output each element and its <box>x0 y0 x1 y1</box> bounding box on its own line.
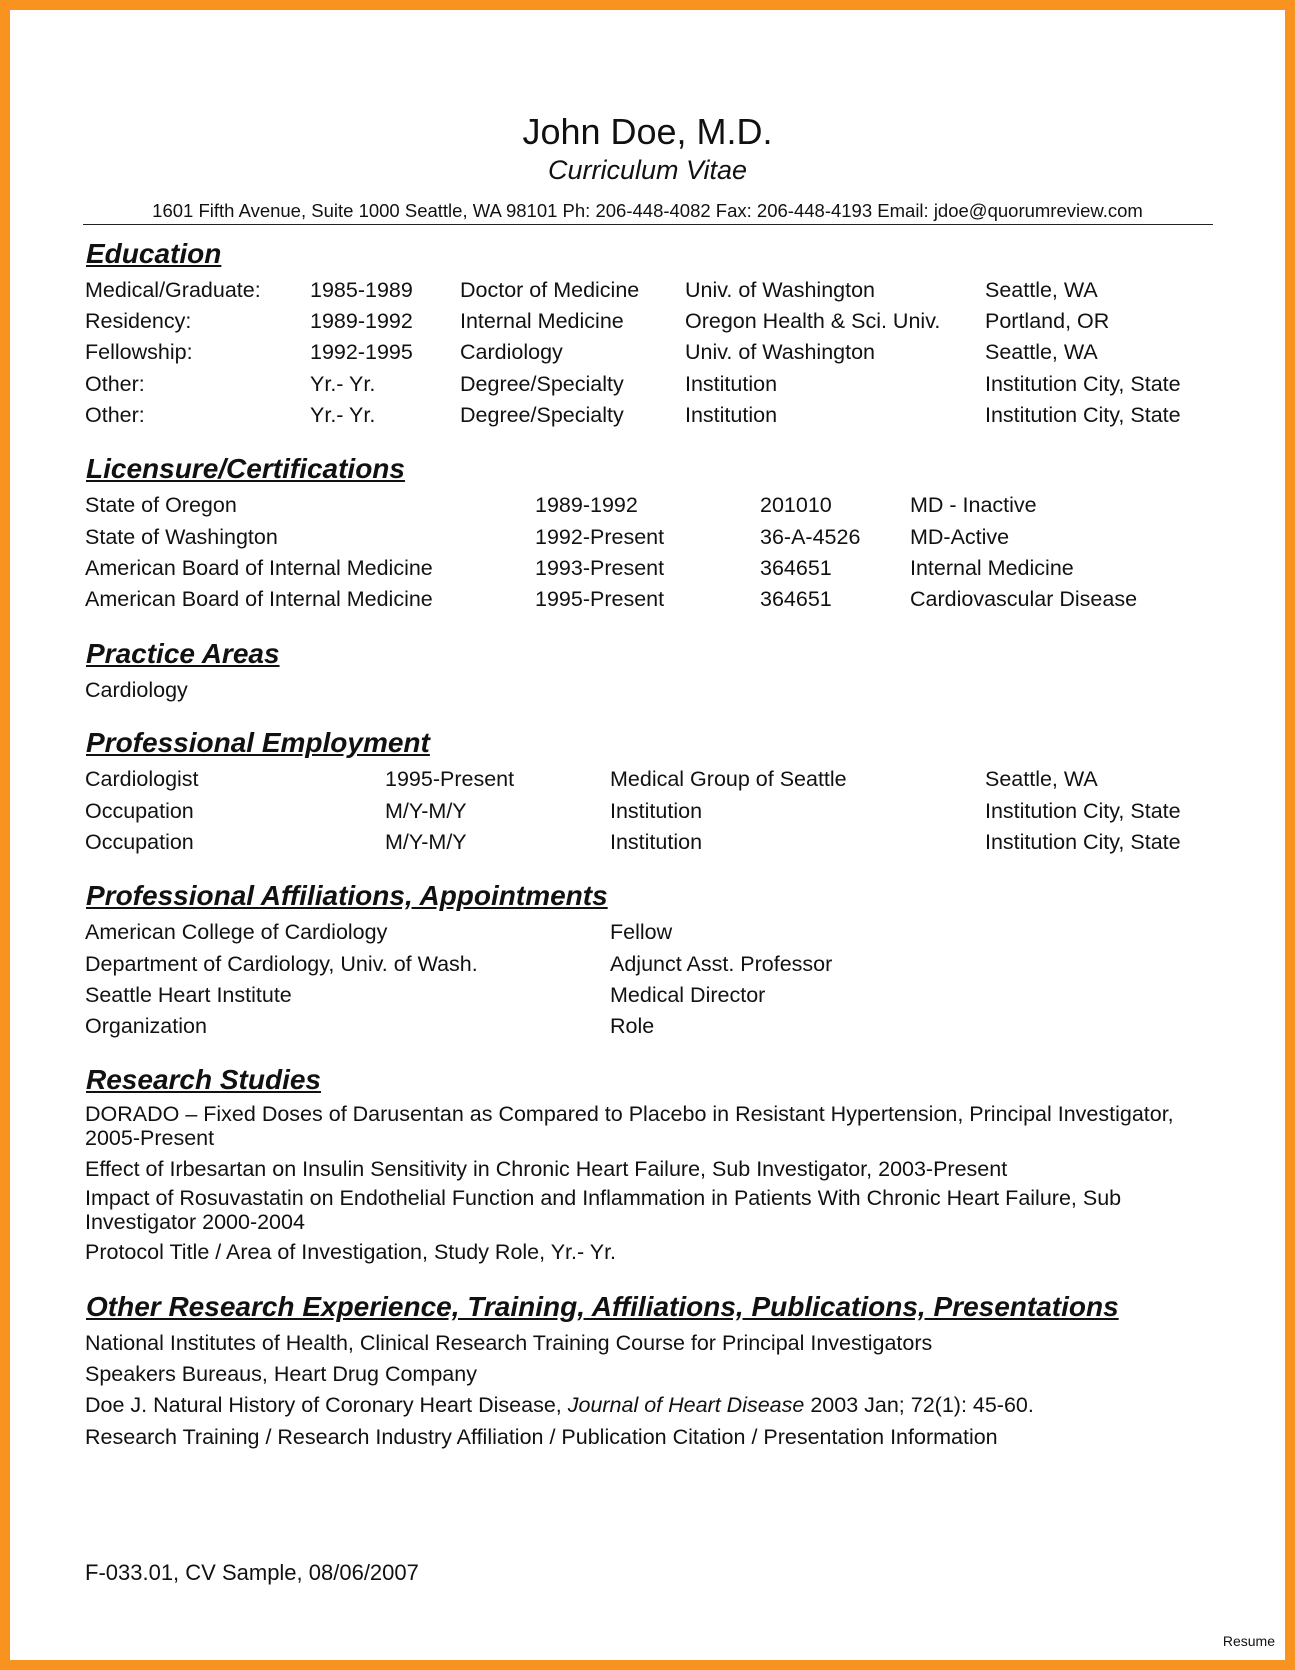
licensure-cell: MD - Inactive <box>910 493 1037 517</box>
affiliation-cell: Fellow <box>610 920 673 944</box>
employment-heading: Professional Employment <box>86 727 430 758</box>
research-item: DORADO – Fixed Doses of Darusentan as Compared to Placebo in Resistant Hypertension, Principal Investigator, 2005-Present <box>85 1102 1174 1150</box>
education-cell: Degree/Specialty <box>460 372 624 396</box>
education-cell: 1992-1995 <box>310 340 413 364</box>
education-cell: 1989-1992 <box>310 309 413 333</box>
other-item: Research Training / Research Industry Affiliation / Publication Citation / Presentation Information <box>85 1425 998 1449</box>
affiliation-cell: Adjunct Asst. Professor <box>610 952 833 976</box>
employment-cell: Institution City, State <box>985 799 1181 823</box>
education-cell: Cardiology <box>460 340 563 364</box>
licensure-cell: MD-Active <box>910 525 1010 549</box>
licensure-cell: 201010 <box>760 493 832 517</box>
education-cell: Oregon Health & Sci. Univ. <box>685 309 941 333</box>
education-cell: Degree/Specialty <box>460 403 624 427</box>
resume-label: Resume <box>1222 1633 1275 1649</box>
employment-cell: Cardiologist <box>85 767 199 791</box>
employment-cell: M/Y-M/Y <box>385 830 467 854</box>
research-item: Effect of Irbesartan on Insulin Sensitivity in Chronic Heart Failure, Sub Investigator, 2003-Present <box>85 1157 1008 1181</box>
education-cell: Institution City, State <box>985 403 1181 427</box>
citation-journal: Journal of Heart Disease <box>567 1393 805 1417</box>
publication-citation <box>85 1393 1034 1417</box>
affiliation-cell: Role <box>610 1014 655 1038</box>
education-cell: Univ. of Washington <box>685 340 876 364</box>
education-cell: Seattle, WA <box>985 278 1098 302</box>
education-cell: 1985-1989 <box>310 278 413 302</box>
employment-cell: Seattle, WA <box>985 767 1098 791</box>
employment-cell: 1995-Present <box>385 767 515 791</box>
research-item: Protocol Title / Area of Investigation, Study Role, Yr.- Yr. <box>85 1240 617 1264</box>
licensure-cell: Internal Medicine <box>910 556 1074 580</box>
research-heading: Research Studies <box>86 1064 321 1095</box>
employment-cell: Medical Group of Seattle <box>610 767 847 791</box>
education-cell: Fellowship: <box>85 340 193 364</box>
form-id: F-033.01, CV Sample, 08/06/2007 <box>85 1560 419 1585</box>
research-item: Impact of Rosuvastatin on Endothelial Function and Inflammation in Patients With Chronic Heart Failure, Sub Investigator 2000-2004 <box>85 1186 1122 1234</box>
education-cell: Seattle, WA <box>985 340 1098 364</box>
employment-cell: Institution <box>610 799 703 823</box>
licensure-heading: Licensure/Certifications <box>86 453 405 484</box>
header-divider <box>83 224 1213 225</box>
licensure-cell: American Board of Internal Medicine <box>85 556 433 580</box>
licensure-cell: 1992-Present <box>535 525 665 549</box>
employment-cell: Occupation <box>85 799 194 823</box>
licensure-cell: American Board of Internal Medicine <box>85 587 433 611</box>
education-heading: Education <box>86 238 222 269</box>
affiliations-heading: Professional Affiliations, Appointments <box>86 880 608 911</box>
licensure-cell: 1993-Present <box>535 556 665 580</box>
employment-cell: Institution City, State <box>985 830 1181 854</box>
education-cell: Institution <box>685 372 778 396</box>
other-item: National Institutes of Health, Clinical Research Training Course for Principal Investigators <box>85 1331 933 1355</box>
citation-details: 2003 Jan; 72(1): 45-60. <box>804 1393 1034 1417</box>
affiliation-cell: Seattle Heart Institute <box>85 983 292 1007</box>
licensure-cell: State of Oregon <box>85 493 237 517</box>
licensure-cell: 1995-Present <box>535 587 665 611</box>
education-cell: Medical/Graduate: <box>85 278 261 302</box>
other-item: Speakers Bureaus, Heart Drug Company <box>85 1362 477 1386</box>
licensure-cell: 36-A-4526 <box>760 525 861 549</box>
education-cell: Residency: <box>85 309 192 333</box>
licensure-cell: State of Washington <box>85 525 278 549</box>
affiliation-cell: Organization <box>85 1014 207 1038</box>
education-cell: Yr.- Yr. <box>310 372 376 396</box>
licensure-cell: 364651 <box>760 556 832 580</box>
employment-cell: Occupation <box>85 830 194 854</box>
licensure-cell: 1989-1992 <box>535 493 638 517</box>
education-cell: Institution City, State <box>985 372 1181 396</box>
citation-authors-title: Doe J. Natural History of Coronary Heart Disease, <box>85 1393 568 1417</box>
employment-cell: M/Y-M/Y <box>385 799 467 823</box>
practice-heading: Practice Areas <box>86 638 280 669</box>
education-cell: Univ. of Washington <box>685 278 876 302</box>
education-cell: Institution <box>685 403 778 427</box>
education-cell: Yr.- Yr. <box>310 403 376 427</box>
education-cell: Other: <box>85 403 145 427</box>
licensure-cell: Cardiovascular Disease <box>910 587 1138 611</box>
cv-subtitle: Curriculum Vitae <box>547 155 748 185</box>
affiliation-cell: Medical Director <box>610 983 766 1007</box>
education-cell: Portland, OR <box>985 309 1110 333</box>
education-cell: Doctor of Medicine <box>460 278 640 302</box>
other-heading: Other Research Experience, Training, Affiliations, Publications, Presentations <box>86 1291 1119 1322</box>
education-cell: Internal Medicine <box>460 309 624 333</box>
contact-line: 1601 Fifth Avenue, Suite 1000 Seattle, WA 98101 Ph: 206-448-4082 Fax: 206-448-4193 Email: jdoe@quorumreview.com <box>152 200 1143 221</box>
practice-item: Cardiology <box>85 678 188 702</box>
licensure-cell: 364651 <box>760 587 832 611</box>
affiliation-cell: Department of Cardiology, Univ. of Wash. <box>85 952 478 976</box>
education-cell: Other: <box>85 372 145 396</box>
cv-name: John Doe, M.D. <box>522 111 773 152</box>
employment-cell: Institution <box>610 830 703 854</box>
affiliation-cell: American College of Cardiology <box>85 920 388 944</box>
